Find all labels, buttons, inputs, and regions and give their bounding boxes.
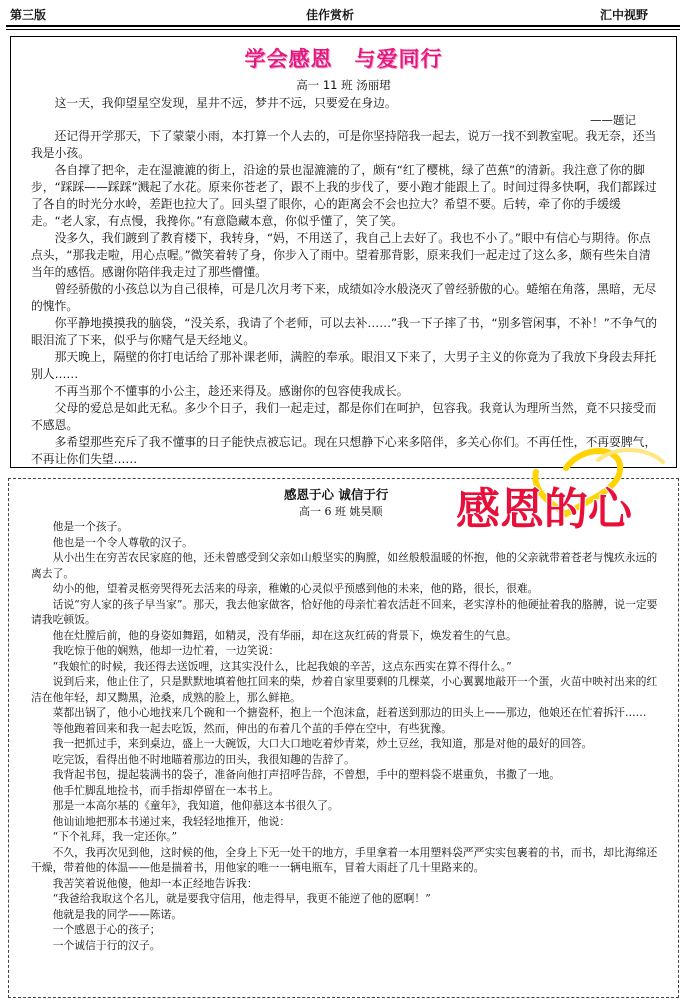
article-2-paragraph: 那是一本高尔基的《童年》，我知道，他仰慕这本书很久了。	[52, 799, 339, 812]
header-rule-thick	[6, 25, 680, 27]
article-2-paragraph: “我娘忙的时候，我还得去送饭哩，这其实没什么，比起我娘的辛苦，这点东西实在算不得什么。”	[52, 659, 512, 673]
article-2-paragraph: 他讪讪地把那本书递过来，我轻轻地推开，他说：	[52, 814, 291, 828]
article-1-title-part-b: 与爱同行	[354, 47, 443, 71]
article-2-paragraph: 一个感恩于心的孩子；	[52, 923, 161, 936]
article-2-title: 感恩于心 诚信于行	[284, 487, 389, 502]
article-1-author: 高一 11 班 汤丽珺	[296, 78, 391, 92]
article-2-paragraph: 他手忙脚乱地捡书，而手指却停留在一本书上。	[52, 783, 280, 797]
epigraph-label: ——题记	[590, 113, 636, 127]
article-2-paragraph: 他就是我的同学——陈诺。	[52, 907, 183, 921]
article-2-author: 高一 6 班 姚昊顺	[299, 505, 383, 518]
article-1-body	[11, 95, 676, 468]
article-2-paragraph: 他在灶膛后前，他的身姿如舞蹈，如精灵，没有华丽，却在这灰红砖的背景下，焕发着生的气息。	[52, 628, 517, 642]
article-2-paragraph: 说到后来，他止住了，只是默默地填着他扛回来的柴，炒着自家里要剩的几棵菜，小心翼翼地敲开一个蛋，火苗中映衬出来的红洁在他年轻，却又黝黑，沧桑，成熟的脸上，那么鲜艳。	[31, 675, 658, 704]
article-1-paragraph: 曾经骄傲的小孩总以为自己很棒，可是几次月考下来，成绩如冷水般浇灭了曾经骄傲的心。蜷缩在角落，黑暗，无尽的愧怍。	[31, 282, 657, 313]
article-1-paragraph: 那天晚上，隔壁的你打电话给了那补课老师，满腔的奉承。眼泪又下来了，大男子主义的你竟为了我放下身段去拜托别人……	[31, 350, 657, 381]
article-2-box	[8, 478, 679, 998]
article-1-paragraph: 你平静地摸摸我的脑袋，“没关系，我请了个老师，可以去补……”我一下子摔了书，“别多管闲事，不补！”不争气的眼泪流了下来，似乎与你赌气是天经地义。	[31, 316, 658, 347]
paper-name: 汇中视野	[599, 8, 648, 22]
article-1-paragraph: 父母的爱总是如此无私。多少个日子，我们一起走过，都是你们在呵护，包容我。我竟认为理所当然，竟不只接受而不感恩。	[31, 401, 657, 432]
article-2-paragraph: 我吃惊于他的娴熟，他却一边忙着，一边笑说：	[52, 644, 280, 657]
article-1-title	[11, 43, 676, 73]
article-2-paragraph: “下个礼拜，我一定还你。”	[52, 830, 177, 843]
article-2-paragraph: 不久，我再次见到他，这时候的他，全身上下无一处干的地方，手里拿着一本用塑料袋严严实实包裹着的书，而书，却比海绵还干燥，带着他的体温——他是揣着书，用他家的唯一一辆电瓶车，冒着大雨赶了几十里路来的。	[31, 845, 658, 874]
article-2-paragraph: 我一把抓过手，来到桌边，盛上一大碗饭，大口大口地吃着炒青菜，炒土豆丝，我知道，那是对他的最好的回答。	[52, 737, 593, 750]
article-2-paragraph: 菜都出锅了，他小心地找来几个碗和一个搪瓷杯，抱上一个泡沫盒，赶着送到那边的田头上——那边，他娘还在忙着拆汗……	[52, 706, 647, 719]
column-label: 佳作赏析	[306, 8, 355, 22]
article-1-paragraph: 不再当那个不懂事的小公主，趁还来得及。感谢你的包容使我成长。	[54, 384, 409, 398]
article-2-paragraph: 话说“穷人家的孩子早当家”。那天，我去他家做客，恰好他的母亲忙着农活赶不回来，老实淳朴的他硬扯着我的胳膊，说一定要请我吃顿饭。	[31, 597, 658, 626]
header-rule-thin	[6, 29, 680, 30]
article-2-paragraph: 吃完饭，看得出他不时地瞄着那边的田头，我很知趣的告辞了。	[52, 752, 355, 766]
article-1-paragraph: 没多久，我们踱到了教育楼下，我转身，“妈，不用送了，我自己上去好了。我也不小了。”眼中有信心与期待。你点点头，“那我走啦，用心点喔。”微笑着转了身，你步入了雨中。望着那背影，原来我们一起走过了这么多，颇有些朱自清当年的感悟。感谢你陪伴我走过了那些懵懂。	[31, 231, 651, 279]
article-1-paragraph: 还记得开学那天，下了蒙蒙小雨，本打算一个人去的，可是你坚持陪我一起去，说万一找不到教室呢。我无奈，还当我是小孩。	[31, 129, 657, 160]
article-1-title-part-a: 学会感恩	[244, 47, 333, 71]
logo-lettering: 感恩的心	[456, 484, 632, 535]
article-1-paragraph: 这一天，我仰望星空发现，星井不远，梦井不远，只要爱在身边。	[54, 96, 397, 110]
gratitude-heart-logo	[448, 440, 678, 550]
article-1-paragraph: 多希望那些充斥了我不懂事的日子能快点被忘记。现在只想静下心来多陪伴，多关心你们。不再任性，不再耍脾气，不再让你们失望……	[31, 435, 657, 466]
edition-label: 第三版	[10, 8, 47, 22]
article-2-paragraph: 等他跑着回来和我一起去吃饭，然而，伸出的布着几个茧的手停在空中，有些犹豫。	[52, 721, 453, 735]
article-2-paragraph: 幼小的他，望着灵柩旁哭得死去活来的母亲，稚嫩的心灵似乎预感到他的未来，他的路，很长，很难。	[52, 582, 539, 595]
article-2-paragraph: 一个诚信于行的汉子。	[52, 938, 161, 952]
article-2-paragraph: 我背起书包，提起装满书的袋子，准备向他打声招呼告辞，不曾想，手中的塑料袋不堪重负，书撒了一地。	[52, 768, 561, 781]
article-2-paragraph: 他也是一个令人尊敬的汉子。	[52, 535, 193, 549]
article-2-paragraph: “我爸给我取这个名儿，就是要我守信用，他走得早，我更不能逆了他的愿啊！”	[52, 892, 431, 905]
article-2-paragraph: 从小出生在穷苦农民家庭的他，还未曾感受到父亲如山般坚实的胸膛，如丝般般温暖的怀抱，他的父亲就带着苍老与愧疚永远的离去了。	[31, 551, 658, 580]
article-2-body	[9, 519, 669, 953]
article-1-paragraph: 各自撑了把伞，走在湿漉漉的街上，沿途的景也湿漉漉的了，颇有“红了樱桃，绿了芭蕉”的清新。我注意了你的脚步，“踩踩——踩踩”溅起了水花。原来你苍老了，跟不上我的步伐了，要小跑才能跟上了。时间过得多快啊，我们都踩过了各自的时光分水岭，差距也拉大了。回头望了眼你，心的距离会不会也拉大？希望不要。后转，牵了你的手缓缓走。“老人家，有点慢，我搀你。”有意隐藏本意，你似乎懂了，笑了笑。	[31, 163, 657, 228]
article-2-paragraph: 我苦笑着说他傻，他却一本正经地告诉我：	[52, 876, 258, 890]
page-header	[0, 0, 686, 26]
article-1-box	[10, 36, 677, 468]
article-2-paragraph: 他是一个孩子。	[52, 520, 129, 533]
